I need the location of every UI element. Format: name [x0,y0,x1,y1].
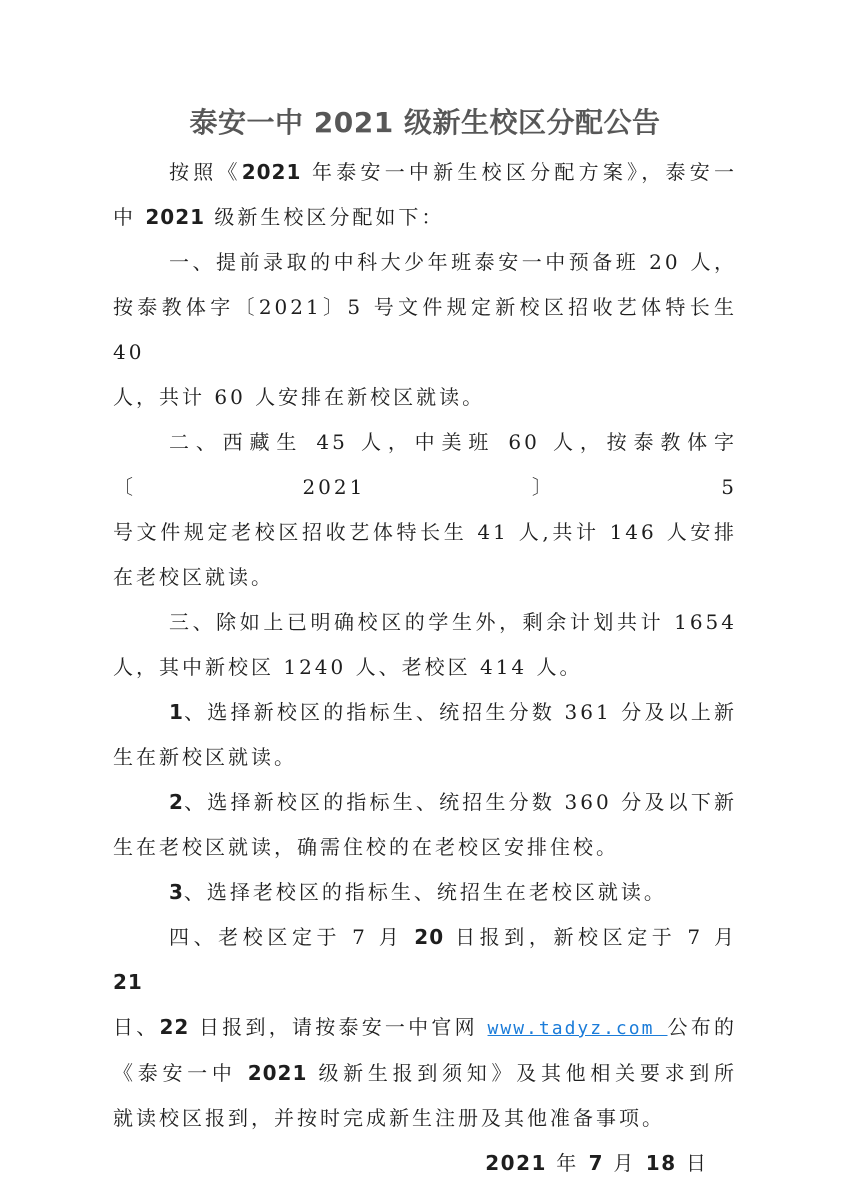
document-line [113,375,737,420]
text-run: 级新生报到须知》及其他相关要求到所 [307,1061,738,1085]
document-line [113,915,737,1005]
text-run: 、选择老校区的指标生、统招生在老校区就读。 [183,880,667,904]
text-run: 三、除如上已明确校区的学生外，剩余计划共计 1654 [169,610,737,634]
document-line [113,1141,737,1186]
document-line [113,150,737,195]
text-run: 就读校区报到，并按时完成新生注册及其他准备事项。 [113,1106,665,1130]
text-run: 日 [676,1151,709,1175]
text-run: 按照《 [169,160,242,184]
bold-number: 3 [169,880,184,904]
document-line [113,825,737,870]
document-line [113,600,737,645]
text-run: 人，共计 60 人安排在新校区就读。 [113,385,486,409]
date-number: 7 [588,1151,605,1175]
text-run: 年 [546,1151,589,1175]
date-number: 2021 [485,1151,547,1175]
text-run: 人，其中新校区 1240 人、老校区 414 人。 [113,655,583,679]
bold-number: 2 [169,790,184,814]
text-run: 日报到，新校区定于 7 月 [444,925,738,949]
text-run: 月 [604,1151,646,1175]
document-line [113,645,737,690]
website-link[interactable]: www.tadyz.com [487,1018,668,1039]
bold-number: 21 [113,970,143,994]
date-number: 18 [645,1151,677,1175]
document-line [113,285,737,375]
text-run: 在老校区就读。 [113,565,274,589]
document-line [113,780,737,825]
document-line [113,420,737,510]
document-line [113,510,737,555]
text-run: 《泰安一中 [113,1061,248,1085]
text-run: 二、西藏生 45 人，中美班 60 人，按泰教体字〔2021〕5 [113,430,737,499]
document-line [113,1005,737,1051]
text-run: 级新生校区分配如下： [205,205,445,229]
bold-number: 1 [169,700,184,724]
document-title: 泰安一中 2021 级新生校区分配公告 [189,106,661,139]
text-run: 号文件规定老校区招收艺体特长生 41 人,共计 146 人安排 [113,520,737,544]
document-line [113,735,737,780]
text-run: 日、 [113,1015,160,1039]
bold-number: 2021 [145,205,206,229]
text-run: 一、提前录取的中科大少年班泰安一中预备班 20 人， [169,250,737,274]
bold-number: 2021 [241,160,302,184]
text-run: 日报到，请按泰安一中官网 [189,1015,488,1039]
text-run: 按泰教体字〔2021〕5 号文件规定新校区招收艺体特长生 40 [113,295,737,364]
text-run: 、选择新校区的指标生、统招生分数 361 分及以上新 [183,700,737,724]
document-line [113,690,737,735]
text-run: 生在老校区就读，确需住校的在老校区安排住校。 [113,835,619,859]
document-line [113,555,737,600]
text-run: 公布的 [667,1015,738,1039]
document-line [113,195,737,240]
text-run: 年泰安一中新生校区分配方案》，泰安一 [301,160,738,184]
bold-number: 22 [159,1015,190,1039]
text-run: 中 [113,205,146,229]
text-run: 生在新校区就读。 [113,745,297,769]
document-line [113,1051,737,1096]
text-run: 、选择新校区的指标生、统招生分数 360 分及以下新 [183,790,737,814]
document-line [113,240,737,285]
bold-number: 20 [414,925,445,949]
document-line [113,1096,737,1141]
document-body [113,150,737,1186]
bold-number: 2021 [247,1061,308,1085]
text-run: 四、老校区定于 7 月 [169,925,415,949]
document-line [113,870,737,915]
